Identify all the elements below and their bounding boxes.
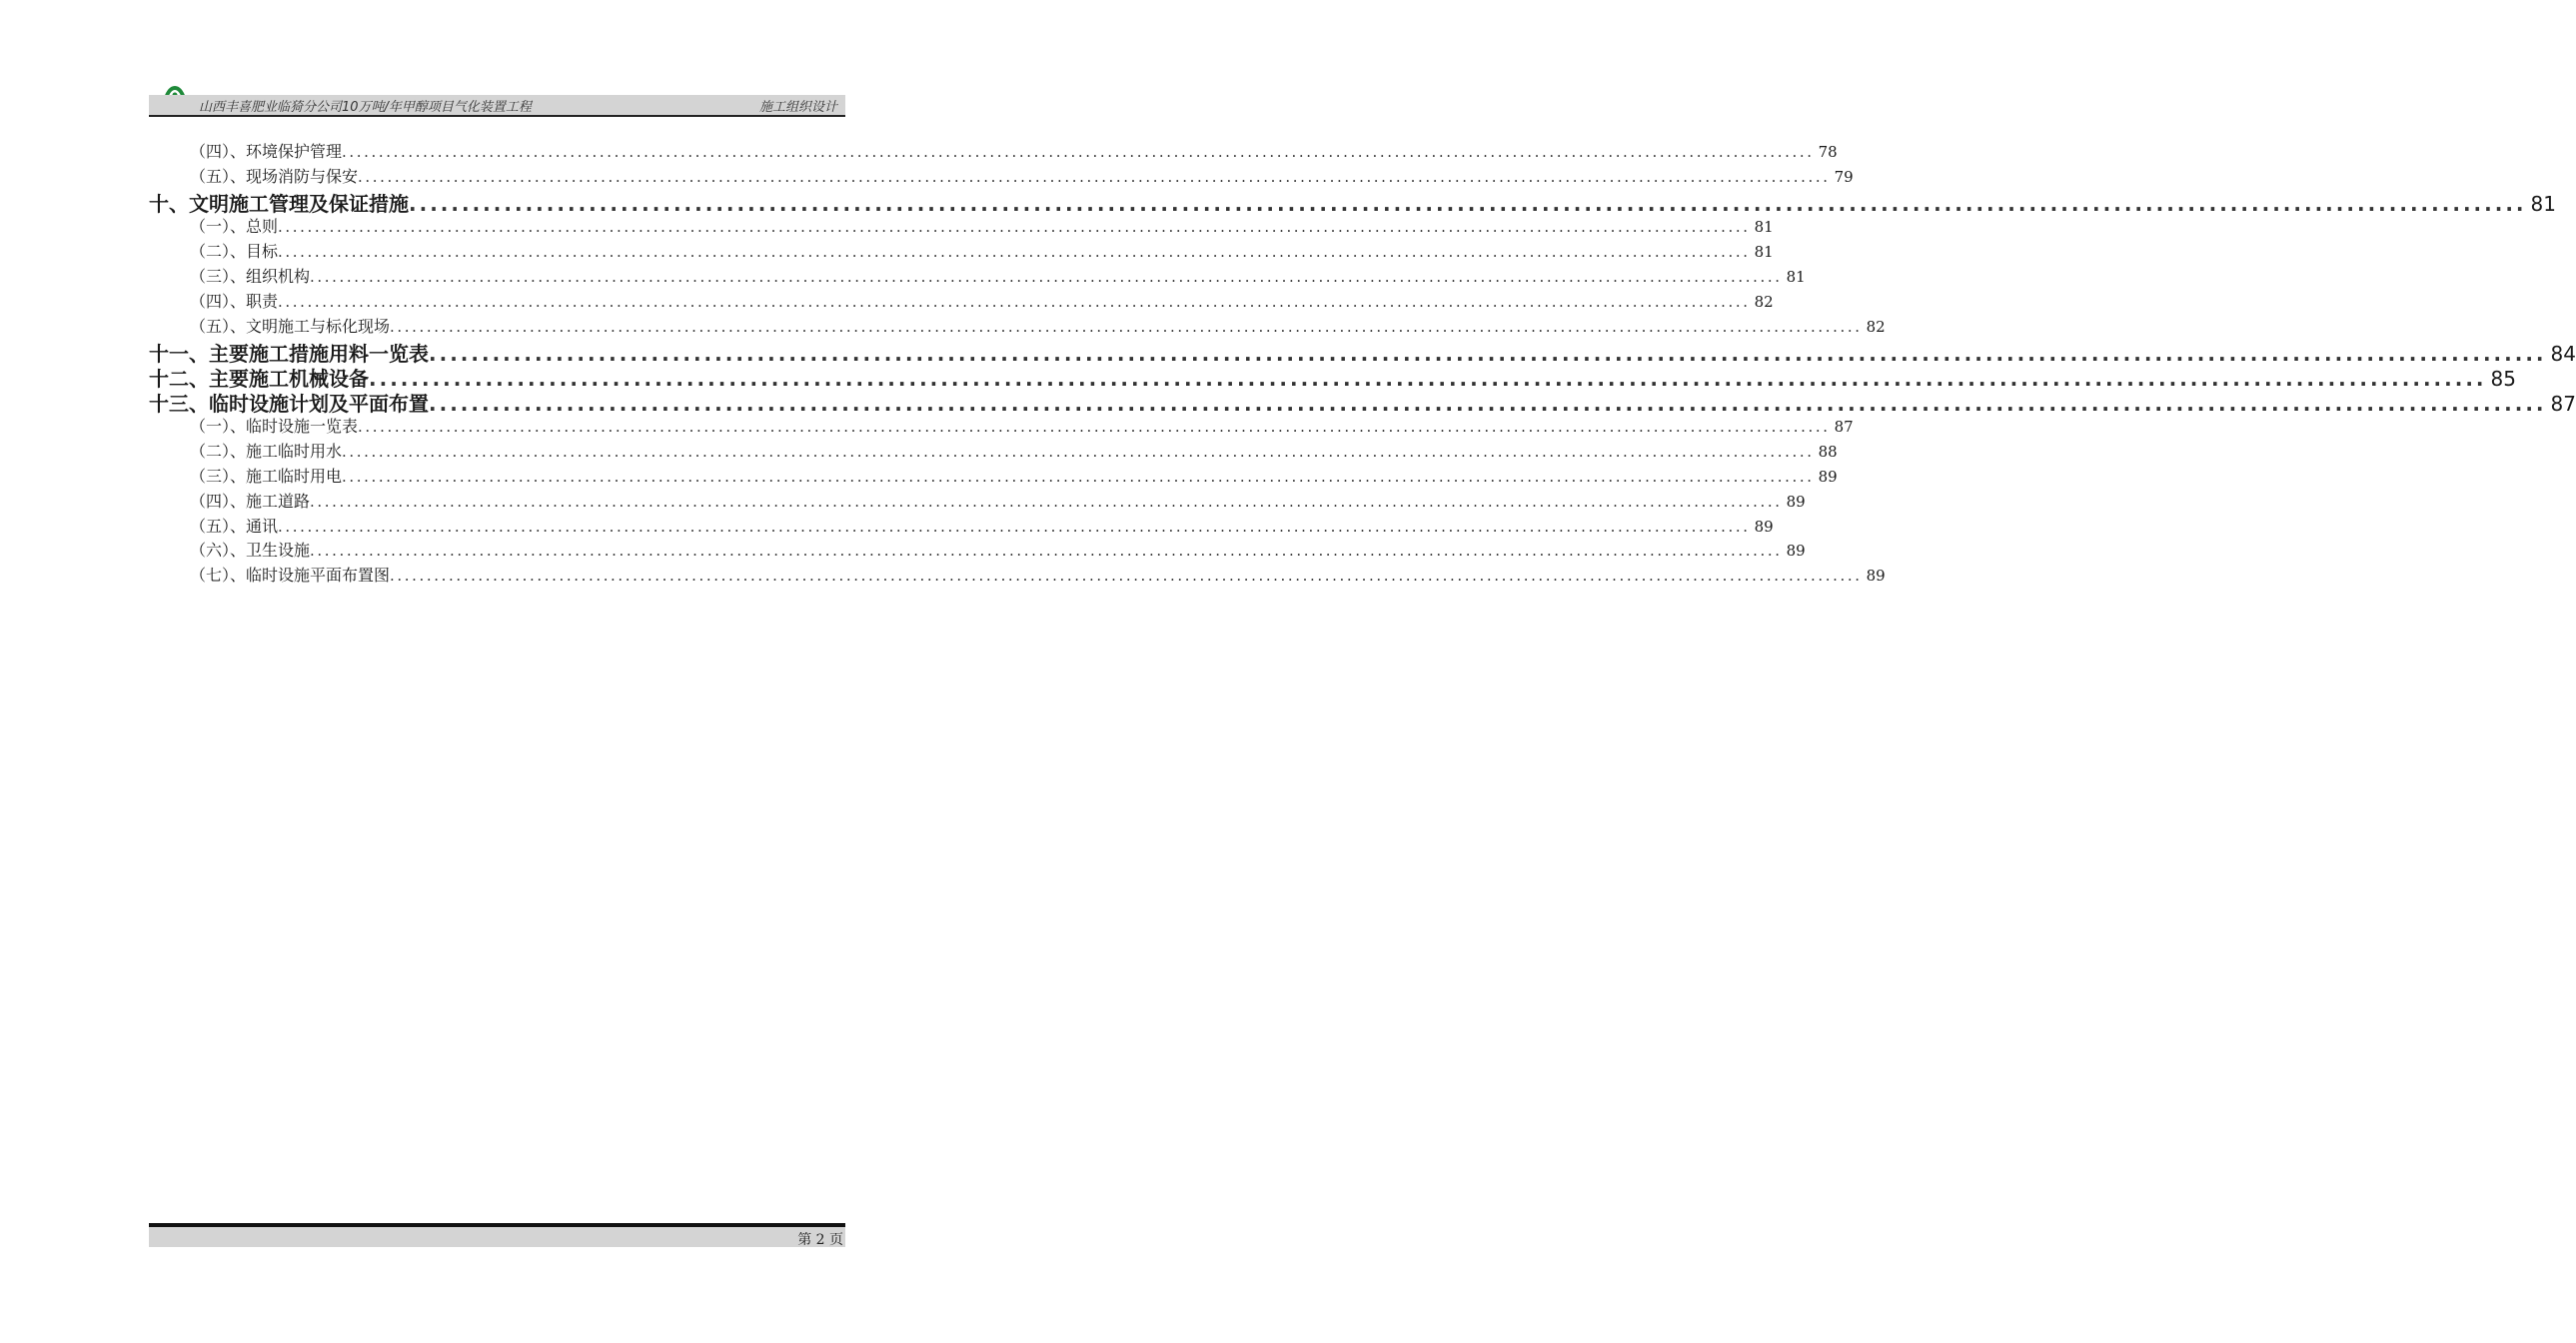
toc-dot-leader: ........................................................................................................................................................................................................ xyxy=(429,392,2547,416)
toc-entry-page-number: 81 xyxy=(1754,243,1774,261)
toc-entry-label: （一）、总则 xyxy=(190,217,279,236)
toc-section-entry[interactable] xyxy=(190,439,1838,462)
toc-entry-page-number: 78 xyxy=(1818,143,1838,161)
toc-entry-label: （三）、施工临时用电 xyxy=(190,467,343,486)
toc-dot-leader: ........................................................................................................................................................................................................ xyxy=(390,567,1863,585)
toc-entry-page-number: 88 xyxy=(1818,443,1838,461)
toc-dot-leader: ........................................................................................................................................................................................................ xyxy=(278,243,1751,261)
toc-entry-label: （五）、现场消防与保安 xyxy=(190,167,359,186)
toc-dot-leader: ........................................................................................................................................................................................................ xyxy=(278,518,1751,536)
header-document-type: 施工组织设计 xyxy=(758,100,837,115)
toc-dot-leader: ........................................................................................................................................................................................................ xyxy=(310,268,1783,286)
toc-section-entry[interactable] xyxy=(190,289,1774,312)
toc-dot-leader: ........................................................................................................................................................................................................ xyxy=(358,418,1831,436)
toc-entry-page-number: 81 xyxy=(1754,218,1774,236)
toc-dot-leader: ........................................................................................................................................................................................................ xyxy=(342,143,1815,161)
toc-dot-leader: ........................................................................................................................................................................................................ xyxy=(342,443,1815,461)
toc-entry-label: （七）、临时设施平面布置图 xyxy=(190,566,391,585)
toc-section-entry[interactable] xyxy=(190,214,1774,237)
toc-entry-label: （一）、临时设施一览表 xyxy=(190,417,359,436)
toc-entry-label: 十一、主要施工措施用料一览表 xyxy=(149,342,429,366)
toc-section-entry[interactable] xyxy=(190,414,1854,437)
toc-entry-page-number: 89 xyxy=(1866,567,1886,585)
toc-entry-label: （四）、环境保护管理 xyxy=(190,142,343,161)
toc-dot-leader: ........................................................................................................................................................................................................ xyxy=(310,493,1783,511)
toc-entry-label: （二）、目标 xyxy=(190,242,279,261)
toc-entry-page-number: 84 xyxy=(2550,342,2576,366)
toc-section-entry[interactable] xyxy=(190,514,1774,537)
footer-page-number: 第 2 页 xyxy=(797,1232,843,1248)
toc-entry-page-number: 82 xyxy=(1866,318,1886,336)
toc-entry-page-number: 85 xyxy=(2490,367,2516,391)
toc-section-entry[interactable] xyxy=(190,464,1838,487)
toc-section-entry[interactable] xyxy=(190,538,1806,561)
toc-entry-page-number: 87 xyxy=(2550,392,2576,416)
page-header xyxy=(149,95,845,117)
toc-dot-leader: ........................................................................................................................................................................................................ xyxy=(390,318,1863,336)
toc-entry-label: （二）、施工临时用水 xyxy=(190,442,343,461)
toc-section-entry[interactable] xyxy=(190,239,1774,262)
header-title: 山西丰喜肥业临猗分公司10万吨/年甲醇项目气化装置工程 xyxy=(199,100,532,115)
toc-chapter-entry[interactable] xyxy=(149,388,2576,417)
page-footer xyxy=(149,1223,845,1247)
toc-entry-page-number: 79 xyxy=(1834,168,1854,186)
toc-dot-leader: ........................................................................................................................................................................................................ xyxy=(310,542,1783,560)
toc-dot-leader: ........................................................................................................................................................................................................ xyxy=(342,468,1815,486)
toc-entry-label: 十三、临时设施计划及平面布置 xyxy=(149,392,429,416)
toc-dot-leader: ........................................................................................................................................................................................................ xyxy=(278,218,1751,236)
toc-dot-leader: ........................................................................................................................................................................................................ xyxy=(278,293,1751,311)
toc-entry-label: （五）、文明施工与标化现场 xyxy=(190,317,391,336)
toc-section-entry[interactable] xyxy=(190,264,1806,287)
toc-entry-label: （六）、卫生设施 xyxy=(190,541,311,560)
toc-entry-page-number: 82 xyxy=(1754,293,1774,311)
toc-entry-page-number: 89 xyxy=(1786,493,1806,511)
toc-section-entry[interactable] xyxy=(190,139,1838,162)
toc-entry-page-number: 81 xyxy=(2530,192,2556,216)
toc-dot-leader: ........................................................................................................................................................................................................ xyxy=(358,168,1831,186)
toc-entry-page-number: 89 xyxy=(1786,542,1806,560)
toc-entry-label: （四）、职责 xyxy=(190,292,279,311)
toc-entry-page-number: 89 xyxy=(1754,518,1774,536)
toc-entry-label: 十、文明施工管理及保证措施 xyxy=(149,192,409,216)
toc-section-entry[interactable] xyxy=(190,489,1806,512)
toc-entry-page-number: 89 xyxy=(1818,468,1838,486)
toc-entry-label: （四）、施工道路 xyxy=(190,492,311,511)
toc-dot-leader: ........................................................................................................................................................................................................ xyxy=(369,367,2487,391)
toc-entry-page-number: 81 xyxy=(1786,268,1806,286)
toc-section-entry[interactable] xyxy=(190,314,1886,337)
toc-section-entry[interactable] xyxy=(190,563,1886,586)
toc-section-entry[interactable] xyxy=(190,164,1854,187)
toc-dot-leader: ........................................................................................................................................................................................................ xyxy=(429,342,2547,366)
toc-entry-label: 十二、主要施工机械设备 xyxy=(149,367,369,391)
toc-entry-label: （三）、组织机构 xyxy=(190,267,311,286)
toc-entry-page-number: 87 xyxy=(1834,418,1854,436)
toc-entry-label: （五）、通讯 xyxy=(190,517,279,536)
toc-dot-leader: ........................................................................................................................................................................................................ xyxy=(409,192,2527,216)
toc-chapter-entry[interactable] xyxy=(149,188,2556,217)
